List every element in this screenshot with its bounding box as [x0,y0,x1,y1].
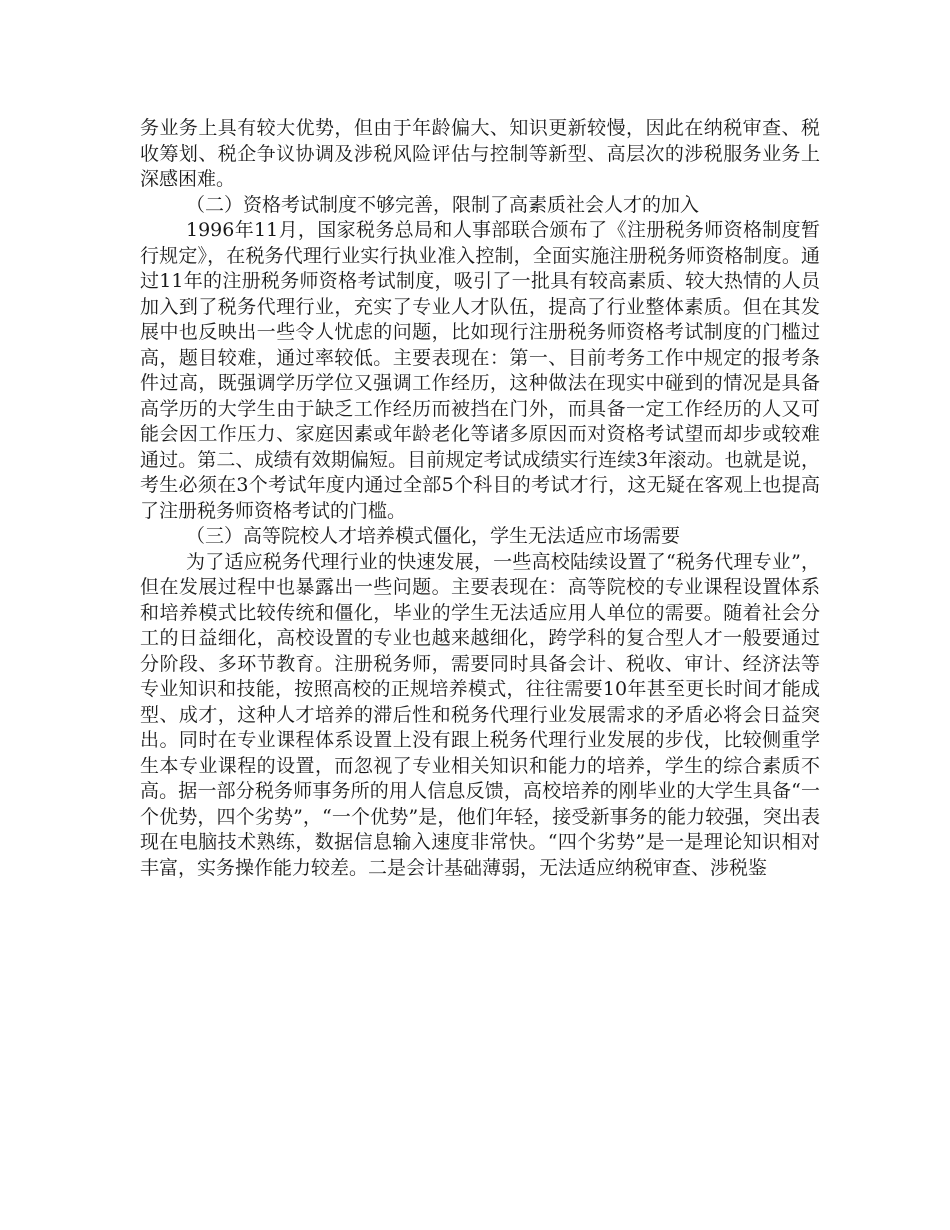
body-paragraph-2: 1996年11月，国家税务总局和人事部联合颁布了《注册税务师资格制度暂行规定》，在税务代理行业实行执业准入控制，全面实施注册税务师资格制度。通过11年的注册税务师资格考试制度，吸引了一批具有较高素质、较大热情的人员加入到了税务代理行业，充实了专业人才队伍，提高了行业整体素质。但在其发展中也反映出一些令人忧虑的问题，比如现行注册税务师资格考试制度的门槛过高，题目较难，通过率较低。主要表现在：第一、目前考务工作中规定的报考条件过高，既强调学历学位又强调工作经历，这种做法在现实中碰到的情况是具备高学历的大学生由于缺乏工作经历而被挡在门外，而具备一定工作经历的人又可能会因工作压力、家庭因素或年龄老化等诸多原因而对资格考试望而却步或较难通过。第二、成绩有效期偏短。目前规定考试成绩实行连续3年滚动。也就是说，考生必须在3个考试年度内通过全部5个科目的考试才行，这无疑在客观上也提高了注册税务师资格考试的门槛。 [140,219,820,522]
body-paragraph-3: 为了适应税务代理行业的快速发展，一些高校陆续设置了“税务代理专业”，但在发展过程中也暴露出一些问题。主要表现在：高等院校的专业课程设置体系和培养模式比较传统和僵化，毕业的学生无法适应用人单位的需要。随着社会分工的日益细化，高校设置的专业也越来越细化，跨学科的复合型人才一般要通过分阶段、多环节教育。注册税务师，需要同时具备会计、税收、审计、经济法等专业知识和技能，按照高校的正规培养模式，往往需要10年甚至更长时间才能成型、成才，这种人才培养的滞后性和税务代理行业发展需求的矛盾必将会日益突出。同时在专业课程体系设置上没有跟上税务代理行业发展的步伐，比较侧重学生本专业课程的设置，而忽视了专业相关知识和能力的培养，学生的综合素质不高。据一部分税务师事务所的用人信息反馈，高校培养的刚毕业的大学生具备“一个优势，四个劣势”，“一个优势”是，他们年轻，接受新事务的能力较强，突出表现在电脑技术熟练，数据信息输入速度非常快。“四个劣势”是一是理论知识相对丰富，实务操作能力较差。二是会计基础薄弱，无法适应纳税审查、涉税鉴 [140,550,820,879]
section-heading-2: （二）资格考试制度不够完善，限制了高素质社会人才的加入 [186,193,700,216]
document-page [140,116,820,881]
body-paragraph-1: 务业务上具有较大优势，但由于年龄偏大、知识更新较慢，因此在纳税审查、税收筹划、税企争议协调及涉税风险评估与控制等新型、高层次的涉税服务业务上深感困难。 [140,117,820,190]
section-heading-3: （三）高等院校人才培养模式僵化，学生无法适应市场需要 [186,525,681,547]
